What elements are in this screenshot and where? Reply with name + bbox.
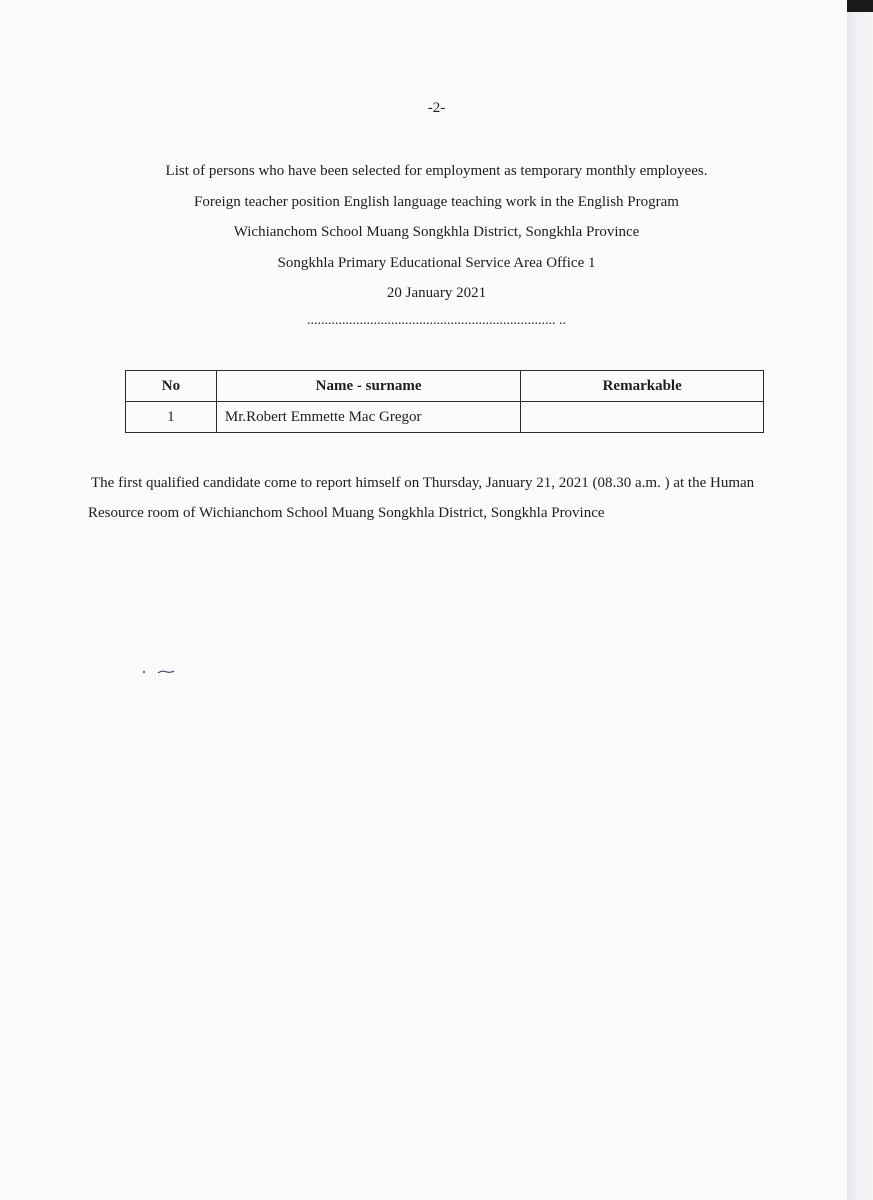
- column-header-remark: Remarkable: [521, 371, 764, 402]
- column-header-name: Name - surname: [216, 371, 520, 402]
- table-header-row: [126, 371, 764, 402]
- header-line-date: 20 January 2021: [386, 285, 487, 301]
- cell-no: 1: [126, 402, 217, 433]
- report-instructions-line-1: The first qualified candidate come to report himself on Thursday, January 21, 2021 (08.30 a.m. ) at the Human: [91, 475, 755, 491]
- header-line-title: List of persons who have been selected for employment as temporary monthly employees.: [165, 163, 708, 179]
- page-number: -2-: [427, 100, 446, 116]
- ink-smudge: [140, 668, 180, 676]
- header-line-position: Foreign teacher position English language teaching work in the English Program: [194, 193, 679, 210]
- cell-remark: [521, 402, 764, 433]
- table-row: [126, 402, 764, 433]
- report-instructions-line-2: Resource room of Wichianchom School Muang Songkhla District, Songkhla Province: [88, 505, 605, 521]
- header-line-school: Wichianchom School Muang Songkhla District, Songkhla Province: [233, 224, 640, 240]
- report-instructions: [88, 468, 778, 528]
- selected-persons-table: [125, 370, 764, 433]
- dotted-separator: ....................................................................... ..: [307, 313, 566, 328]
- cell-name: Mr.Robert Emmette Mac Gregor: [216, 402, 520, 433]
- scan-corner-mark: [847, 0, 873, 12]
- column-header-no: No: [126, 371, 217, 402]
- document-header: [0, 160, 873, 313]
- header-line-office: Songkhla Primary Educational Service Area Office 1: [277, 254, 596, 271]
